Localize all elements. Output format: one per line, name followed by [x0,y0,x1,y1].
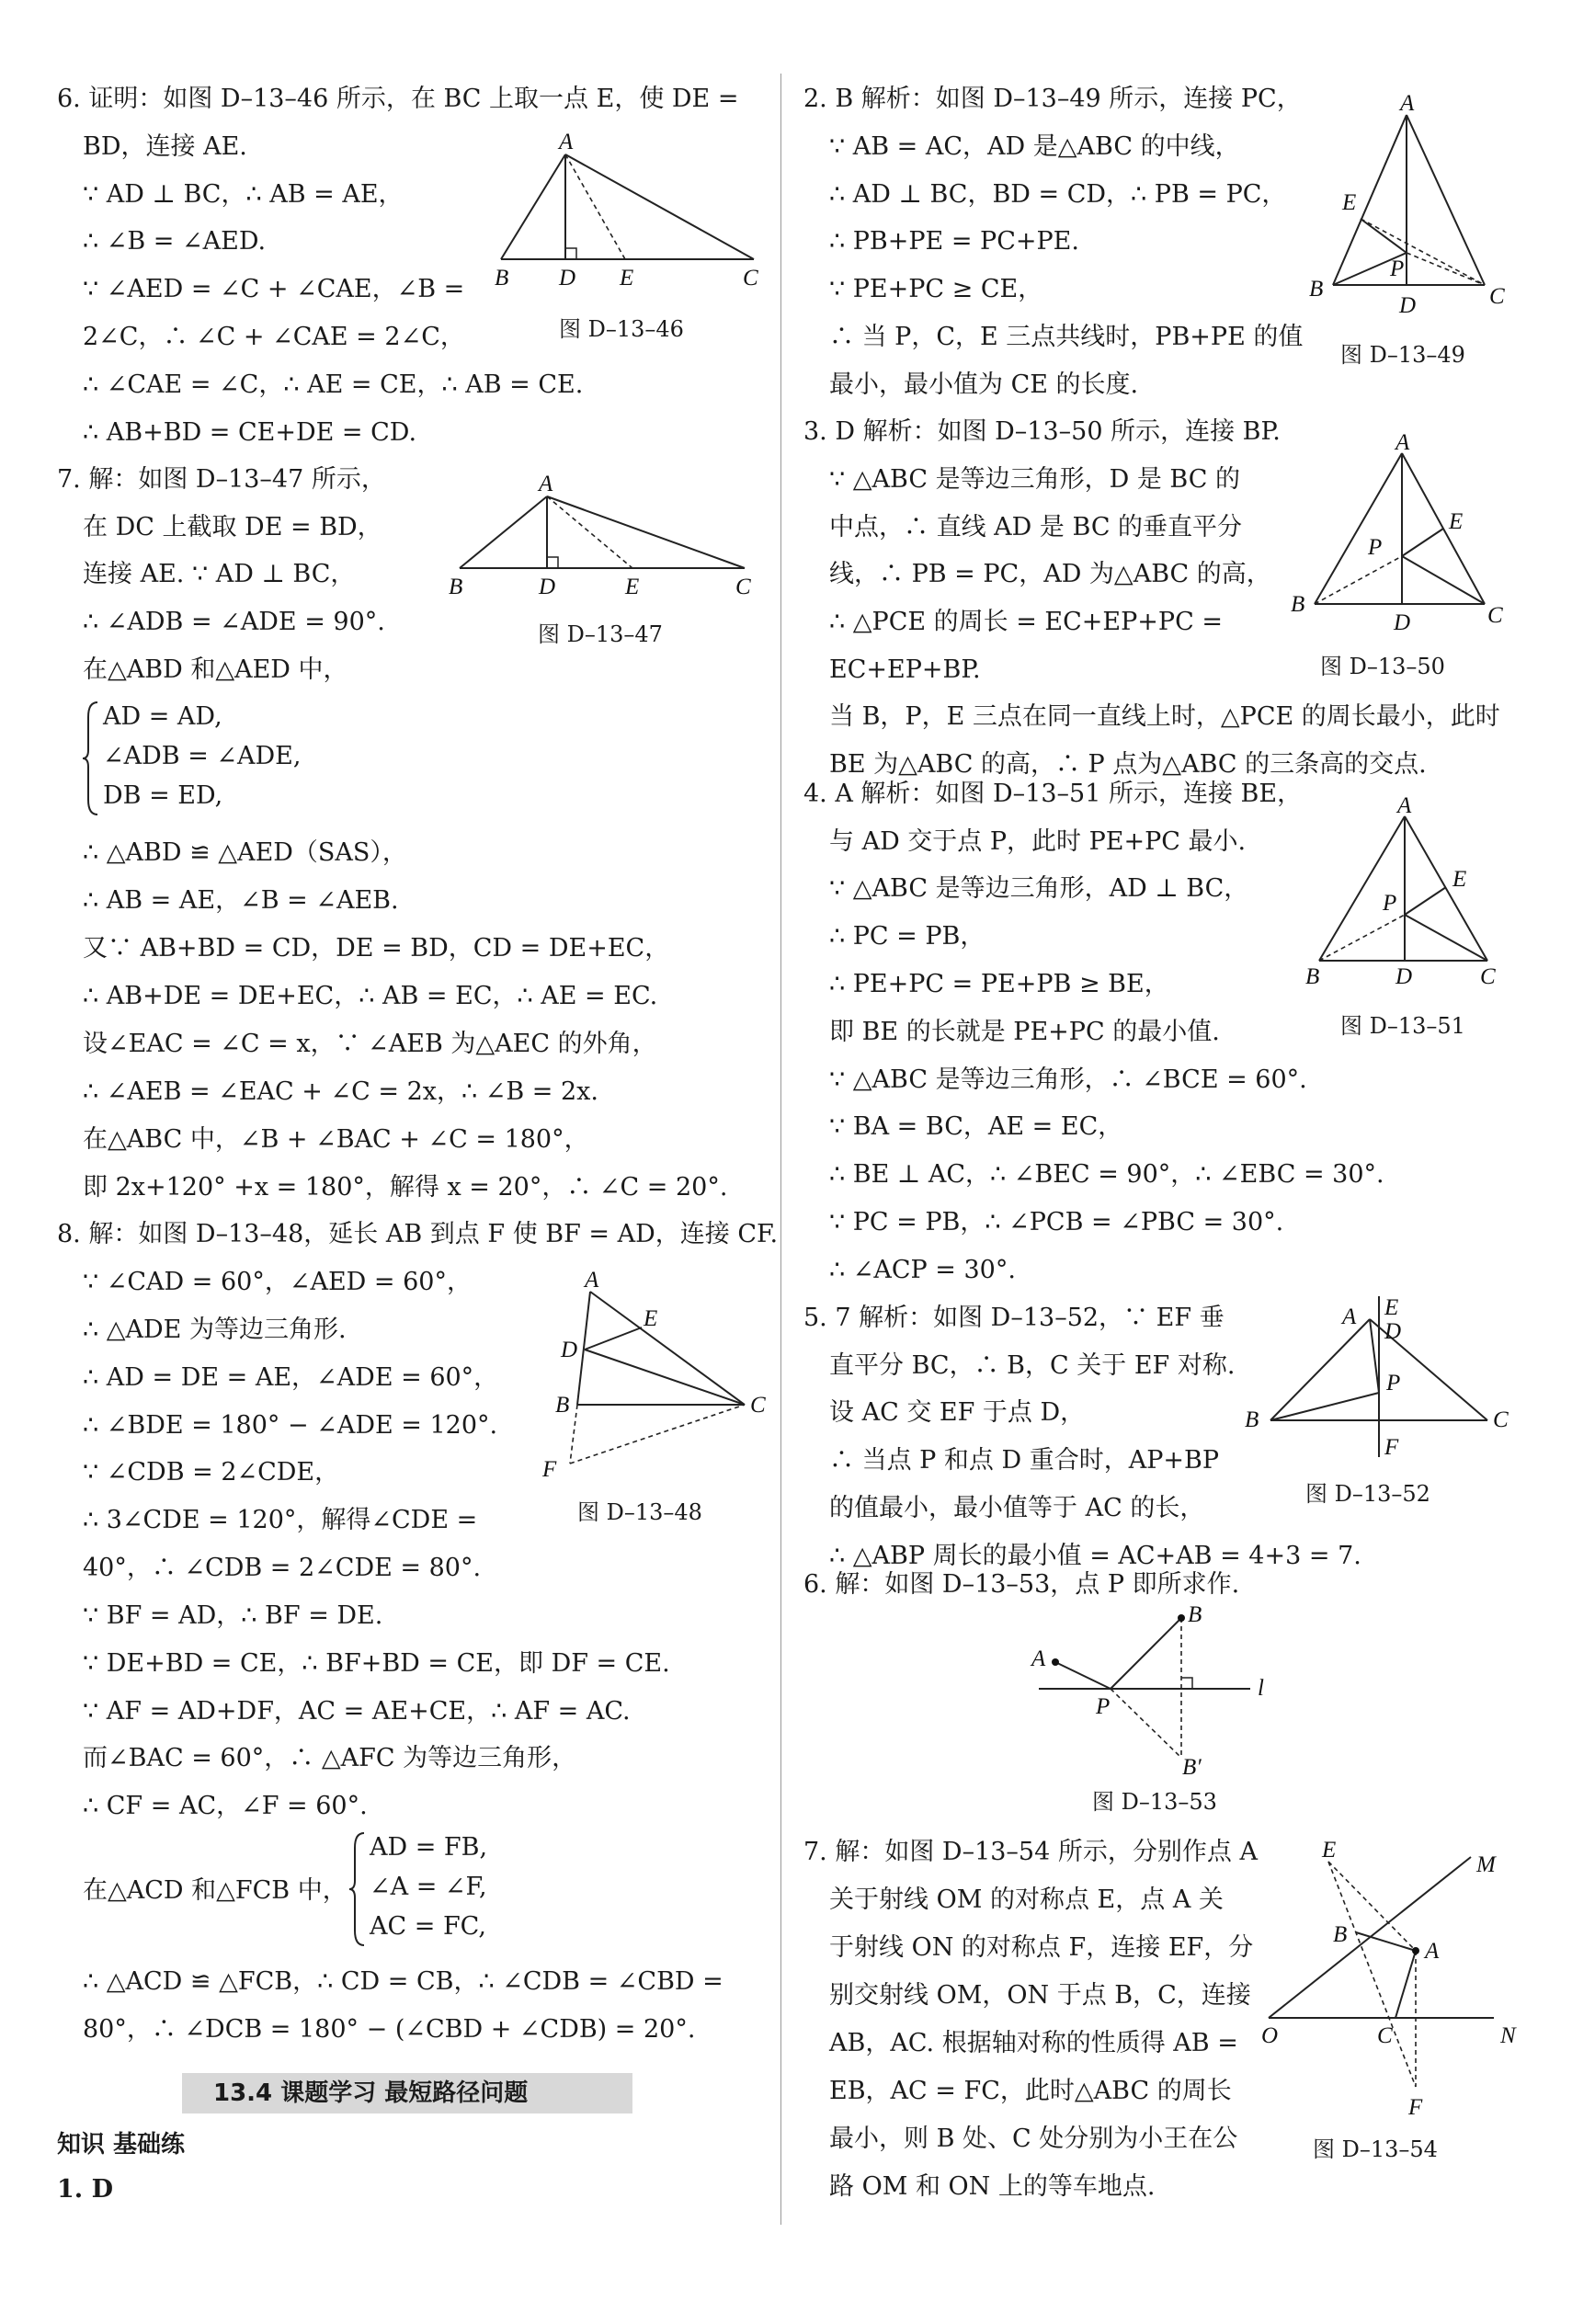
figure-caption: 图 D–13–50 [1320,654,1445,679]
text-line: ∵ AB = AC，AD 是△ABC 的中线， [829,132,1240,161]
text-line: ∵ ∠CAD = 60°，∠AED = 60°， [83,1268,472,1296]
svg-text:C: C [1377,2023,1393,2048]
text-line: 即 BE 的长就是 PE+PC 的最小值. [829,1018,1220,1046]
text-line: 的值最小，最小值等于 AC 的长， [829,1494,1205,1522]
text-line: 5. 7 解析：如图 D–13–52，∵ EF 垂 [803,1304,1225,1332]
svg-text:C: C [735,575,751,599]
svg-text:D: D [539,575,556,599]
text-line: ∴ △ADE 为等边三角形. [83,1316,347,1344]
text-line: 7. 解：如图 D–13–54 所示，分别作点 A [803,1838,1258,1866]
svg-text:A: A [1342,1304,1357,1329]
brace [83,699,101,824]
text-line: AB，AC. 根据轴对称的性质得 AB = [829,2029,1238,2057]
text-line: 2. B 解析：如图 D–13–49 所示，连接 PC， [803,85,1302,113]
svg-text:B: B [1333,1922,1348,1947]
text-line: BD，连接 AE. [83,132,247,161]
svg-text:E: E [1452,867,1467,892]
svg-text:A: A [1400,91,1415,116]
svg-text:D: D [1395,964,1413,989]
svg-text:P: P [1096,1694,1111,1719]
text-line: ∵ PC = PB，∴ ∠PCB = ∠PBC = 30°. [829,1208,1284,1236]
text-line: 8. 解：如图 D–13–48，延长 AB 到点 F 使 BF = AD，连接 CF. [57,1220,779,1248]
svg-text:E: E [1322,1838,1337,1863]
brace [349,1829,368,1954]
text-line: 与 AD 交于点 P，此时 PE+PC 最小. [829,827,1247,856]
text-line: ∴ ∠AEB = ∠EAC + ∠C = 2x，∴ ∠B = 2x. [83,1077,598,1106]
svg-text:B: B [1309,277,1324,302]
svg-text:F: F [1408,2095,1423,2120]
figure-d-13-51 [1296,791,1517,993]
svg-text:B: B [555,1393,570,1418]
figure-d-13-52 [1241,1287,1517,1471]
figure-d-13-54 [1259,1839,1526,2124]
text-line: ∵ DE+BD = CE，∴ BF+BD = CE，即 DF = CE. [83,1649,670,1678]
svg-text:C: C [1487,603,1503,628]
svg-text:B′: B′ [1182,1755,1202,1780]
svg-text:P: P [1383,891,1397,916]
svg-text:B: B [495,266,509,290]
text-line: AC = FC, [370,1912,486,1941]
section-title: 13.4 课题学习 最短路径问题 [213,2079,529,2107]
answer-1: 1. D [57,2175,114,2204]
text-line: 即 2x+120° +x = 180°，解得 x = 20°，∴ ∠C = 20°. [83,1173,728,1202]
svg-text:D: D [559,266,576,290]
svg-text:A: A [559,130,574,154]
text-line: 又∵ AB+BD = CD，DE = BD，CD = DE+EC， [83,934,670,963]
svg-text:M: M [1476,1852,1496,1877]
text-line: 别交射线 OM，ON 于点 B，C，连接 [829,1981,1251,2010]
text-line: ∵ PE+PC ≥ CE， [829,275,1043,303]
svg-text:B: B [1305,964,1320,989]
text-line: ∵ △ABC 是等边三角形，∴ ∠BCE = 60°. [829,1065,1307,1094]
svg-text:C: C [1493,1407,1509,1432]
text-line: ∴ BE ⊥ AC，∴ ∠BEC = 90°，∴ ∠EBC = 30°. [829,1160,1384,1189]
svg-text:E: E [625,575,640,599]
text-line: 在△ABC 中，∠B + ∠BAC + ∠C = 180°， [83,1125,589,1154]
text-line: 4. A 解析：如图 D–13–51 所示，连接 BE， [803,780,1303,808]
text-line: ∴ AB = AE，∠B = ∠AEB. [83,886,399,915]
svg-text:C: C [750,1393,766,1418]
text-line: 7. 解：如图 D–13–47 所示， [57,465,386,494]
text-line: 6. 证明：如图 D–13–46 所示，在 BC 上取一点 E，使 DE = [57,85,739,113]
svg-text:F: F [542,1457,557,1482]
text-line: ∴ PC = PB， [829,922,985,951]
svg-text:C: C [743,266,758,290]
svg-text:E: E [644,1306,658,1331]
text-line: ∴ AD = DE = AE，∠ADE = 60°， [83,1363,499,1392]
svg-text:P: P [1390,256,1405,281]
figure-d-13-49 [1305,92,1517,322]
text-line: AD = AD, [103,702,222,731]
figure-caption: 图 D–13–49 [1340,342,1465,368]
text-line: 3. D 解析：如图 D–13–50 所示，连接 BP. [803,417,1281,446]
text-line: 直平分 BC，∴ B，C 关于 EF 对称. [829,1351,1236,1380]
text-line: EB，AC = FC，此时△ABC 的周长 [829,2077,1232,2105]
figure-caption: 图 D–13–47 [538,621,663,647]
text-line: 而∠BAC = 60°，∴ △AFC 为等边三角形， [83,1744,577,1772]
text-line: 在 DC 上截取 DE = BD， [83,513,382,541]
svg-text:A: A [585,1268,599,1293]
text-line: ∴ PB+PE = PC+PE. [829,227,1079,256]
svg-text:D: D [561,1338,578,1362]
svg-text:D: D [1384,1319,1402,1344]
figure-caption: 图 D–13–53 [1092,1789,1217,1815]
svg-text:E: E [1449,509,1464,534]
text-line: ∵ BF = AD，∴ BF = DE. [83,1601,383,1630]
figure-caption: 图 D–13–48 [577,1499,702,1525]
figure-d-13-48 [533,1268,766,1489]
text-line: 2∠C，∴ ∠C + ∠CAE = 2∠C， [83,323,465,351]
text-line: ∠ADB = ∠ADE, [103,742,302,770]
text-line: ∴ △ACD ≌ △FCB，∴ CD = CB，∴ ∠CDB = ∠CBD = [83,1967,723,1996]
text-line: ∴ △ABP 周长的最小值 = AC+AB = 4+3 = 7. [829,1542,1361,1570]
text-line: ∴ ∠BDE = 180° − ∠ADE = 120°. [83,1411,498,1440]
text-line: ∴ 当点 P 和点 D 重合时，AP+BP [829,1446,1220,1475]
text-line: ∴ 3∠CDE = 120°，解得∠CDE = [83,1506,478,1534]
svg-text:P: P [1368,535,1383,560]
text-line: ∴ AD ⊥ BC，BD = CD，∴ PB = PC， [829,180,1287,209]
text-line: ∵ ∠CDB = 2∠CDE， [83,1458,340,1487]
svg-text:E: E [620,266,634,290]
svg-text:A: A [1397,793,1412,818]
text-line: 最小，最小值为 CE 的长度. [829,370,1139,399]
svg-text:B: B [449,575,463,599]
text-line: ∵ AD ⊥ BC，∴ AB = AE， [83,180,404,209]
text-line: 于射线 ON 的对称点 F，连接 EF，分 [829,1933,1254,1962]
figure-caption: 图 D–13–54 [1313,2136,1438,2162]
text-line: 当 B，P，E 三点在同一直线上时，△PCE 的周长最小，此时 [829,702,1500,731]
text-line: 线，∴ PB = PC，AD 为△ABC 的高， [829,560,1271,588]
text-line: AD = FB, [370,1833,488,1862]
text-line: ∵ ∠AED = ∠C + ∠CAE，∠B = [83,275,465,303]
text-line: ∴ CF = AC，∠F = 60°. [83,1792,368,1820]
text-line: ∴ AB+DE = DE+EC，∴ AB = EC，∴ AE = EC. [83,982,658,1010]
text-line: 设 AC 交 EF 于点 D， [829,1398,1086,1427]
figure-d-13-46 [487,129,763,294]
text-line: 中点，∴ 直线 AD 是 BC 的垂直平分 [829,513,1243,541]
text-line: ∴ ∠CAE = ∠C，∴ AE = CE，∴ AB = CE. [83,370,584,399]
svg-text:N: N [1500,2023,1516,2048]
figure-d-13-47 [441,469,763,607]
svg-text:B: B [1245,1407,1259,1432]
subsection-heading: 知识 基础练 [57,2131,186,2159]
text-line: EC+EP+BP. [829,655,981,684]
text-line: 连接 AE. ∵ AD ⊥ BC， [83,560,356,588]
svg-text:A: A [1395,430,1410,455]
svg-text:P: P [1386,1371,1401,1396]
text-line: 40°，∴ ∠CDB = 2∠CDE = 80°. [83,1554,482,1582]
text-line: DB = ED, [103,781,223,810]
svg-text:E: E [1384,1295,1399,1320]
svg-text:C: C [1480,964,1496,989]
svg-text:F: F [1384,1435,1399,1460]
text-line: ∴ △PCE 的周长 = EC+EP+PC = [829,608,1223,636]
text-line: BE 为△ABC 的高，∴ P 点为△ABC 的三条高的交点. [829,750,1427,779]
text-line: ∵ △ABC 是等边三角形，AD ⊥ BC， [829,874,1249,903]
figure-d-13-50 [1287,427,1517,639]
text-line: 最小，则 B 处、C 处分别为小王在公 [829,2125,1238,2153]
svg-text:C: C [1489,284,1505,309]
text-line: 在△ABD 和△AED 中， [83,655,348,684]
text-line: 在△ACD 和△FCB 中， [83,1876,347,1905]
svg-text:B: B [1188,1602,1202,1627]
text-line: ∴ AB+BD = CE+DE = CD. [83,418,417,447]
text-line: ∴ △ABD ≌ △AED（SAS）， [83,838,407,867]
svg-text:D: D [1394,610,1411,635]
figure-d-13-53 [1030,1600,1287,1780]
text-line: ∴ ∠ACP = 30°. [829,1256,1016,1284]
svg-text:O: O [1261,2023,1279,2048]
figure-caption: 图 D–13–52 [1305,1481,1430,1507]
text-line: 80°，∴ ∠DCB = 180° − (∠CBD + ∠CDB) = 20°. [83,2015,696,2044]
text-line: ∴ ∠B = ∠AED. [83,227,267,256]
svg-text:A: A [1031,1646,1046,1671]
column-divider [780,74,781,2225]
figure-caption: 图 D–13–51 [1340,1013,1465,1039]
svg-text:l: l [1258,1676,1264,1701]
text-line: 设∠EAC = ∠C = x，∵ ∠AEB 为△AEC 的外角， [83,1030,657,1058]
text-line: ∵ BA = BC，AE = EC， [829,1112,1123,1141]
text-line: 关于射线 OM 的对称点 E，点 A 关 [829,1885,1224,1914]
svg-text:B: B [1291,592,1305,617]
text-line: ∴ 当 P，C，E 三点共线时，PB+PE 的值 [829,323,1304,351]
svg-text:A: A [539,472,553,496]
problem-6-right: 6. 解：如图 D–13–53，点 P 即所求作. [803,1570,1240,1599]
text-line: ∠A = ∠F, [370,1873,487,1901]
text-line: ∵ AF = AD+DF，AC = AE+CE，∴ AF = AC. [83,1697,631,1726]
text-line: ∴ ∠ADB = ∠ADE = 90°. [83,608,385,636]
text-line: 路 OM 和 ON 上的等车地点. [829,2172,1156,2201]
text-line: ∵ △ABC 是等边三角形，D 是 BC 的 [829,465,1241,494]
text-line: ∴ PE+PC = PE+PB ≥ BE， [829,970,1169,998]
svg-text:D: D [1399,293,1417,318]
svg-text:E: E [1342,190,1357,215]
svg-text:A: A [1425,1939,1440,1964]
figure-caption: 图 D–13–46 [559,316,684,342]
